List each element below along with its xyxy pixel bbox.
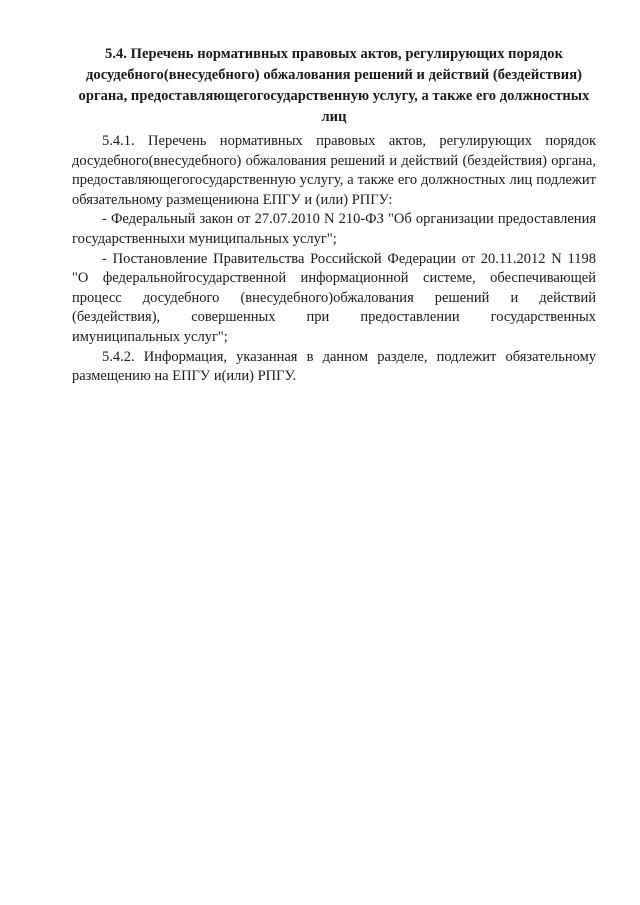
paragraph-5-4-2: 5.4.2. Информация, указанная в данном разделе, подлежит обязательному размещению на ЕПГУ и(или) РПГУ. (72, 348, 596, 385)
list-item-government-decree: - Постановление Правительства Российской Федерации от 20.11.2012 N 1198 "О федеральнойгосударственной информационной системе, обеспечивающей процесс досудебного (внесудебного)обжалования решений и действий (бездействия), совершенных при предоставлении государственных имуниципальных услуг"; (72, 250, 596, 345)
paragraph-5-4-1: 5.4.1. Перечень нормативных правовых актов, регулирующих порядок досудебного(внесудебного) обжалования решений и действий (бездействия) органа, предоставляющегогосударственную услугу, а также его должностных лиц подлежит обязательному размещениюна ЕПГУ и (или) РПГУ: (72, 133, 596, 208)
section-heading: 5.4. Перечень нормативных правовых актов, регулирующих порядок досудебного(внесудебного) обжалования решений и действий (бездействия) органа, предоставляющегогосударственную услугу, а также его должностных лиц (78, 46, 590, 125)
list-item-federal-law: - Федеральный закон от 27.07.2010 N 210-ФЗ "Об организации предоставления государственныхи муниципальных услуг"; (72, 211, 596, 247)
section-5-4 (72, 44, 596, 387)
